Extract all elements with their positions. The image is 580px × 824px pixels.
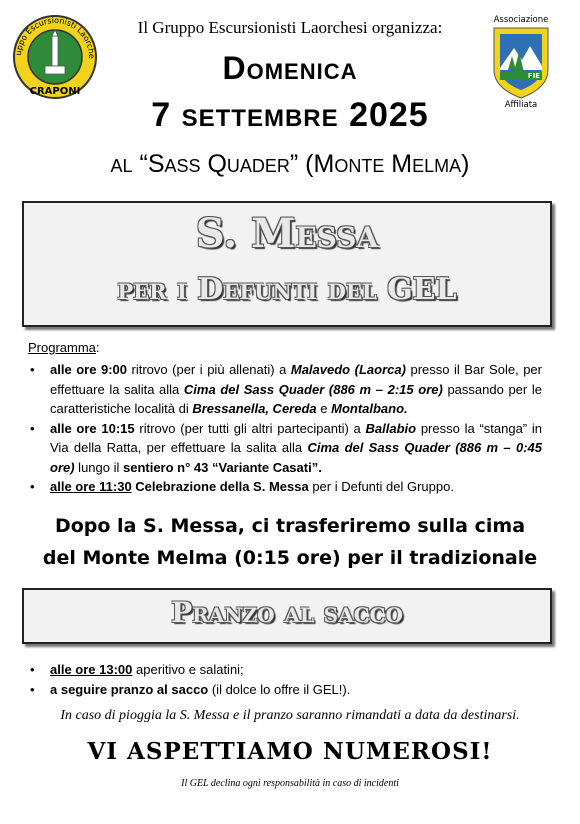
event-day: Domenica	[222, 50, 358, 86]
item-text: aperitivo e salatini;	[132, 662, 244, 677]
item-text: e	[316, 401, 332, 416]
svg-text:Gruppo Escursionisti Laorchesi	[12, 14, 96, 59]
item-summit: Cima del Sass Quader (886 m – 0:45 ore)	[50, 440, 542, 475]
mountain-shield-icon	[494, 28, 548, 98]
item-place: Malavedo (Laorca)	[290, 362, 406, 377]
transfer-note-line: Dopo la S. Messa, ci trasferiremo sulla cima	[54, 515, 526, 537]
programma-label: Programma	[28, 340, 96, 355]
list-item	[28, 360, 542, 419]
item-event: a seguire pranzo al sacco	[50, 681, 209, 697]
list-item	[28, 477, 542, 497]
fie-logo-top-text: Associazione	[493, 15, 549, 25]
item-time: alle ore 11:30	[50, 479, 132, 494]
programma-list	[28, 360, 542, 497]
event-place: al “Sass Quader” (Monte Melma)	[110, 150, 470, 178]
item-trail: sentiero n° 43 “Variante Casati”.	[122, 459, 322, 475]
fie-badge-text: FIE	[527, 72, 541, 80]
rain-note: In caso di pioggia la S. Messa e il pranzo saranno rimandati a data da destinarsi.	[60, 708, 520, 723]
item-event: Celebrazione della S. Messa	[131, 479, 309, 494]
item-text: ritrovo (per tutti gli altri partecipanti) a	[134, 420, 366, 436]
item-time: alle ore 13:00	[50, 662, 133, 677]
item-place: Ballabio	[365, 420, 417, 436]
pranzo-list	[28, 660, 542, 699]
item-text: presso la “stanga” in Via della Ratta, per effettuare la salita alla	[50, 420, 542, 455]
organizer-line: Il Gruppo Escursionisti Laorchesi organizza:	[137, 18, 443, 37]
gel-logo-text	[12, 14, 98, 100]
gel-logo-bottom-text: CRAPONI	[29, 86, 81, 97]
closing-line: VI ASPETTIAMO NUMEROSI!	[87, 738, 493, 765]
bullet-icon: •	[30, 362, 35, 377]
item-text: passando per le caratteristiche località di	[50, 381, 542, 416]
item-time: alle ore 9:00	[50, 362, 127, 377]
messa-title: S. Messa	[195, 210, 379, 257]
bullet-icon: •	[30, 420, 35, 436]
pranzo-title: Pranzo al sacco	[171, 596, 403, 629]
fie-logo-bottom-text: Affiliata	[504, 100, 538, 108]
item-time: alle ore 10:15	[50, 420, 135, 436]
event-date: 7 settembre 2025	[151, 96, 429, 134]
bullet-icon: •	[30, 662, 35, 677]
transfer-note	[20, 510, 560, 574]
item-summit: Cima del Sass Quader (886 m – 2:15 ore)	[183, 381, 443, 397]
item-text: (il dolce lo offre il GEL!).	[208, 681, 351, 697]
programma-heading	[28, 340, 100, 355]
item-localities: Bressanella, Cereda	[192, 401, 317, 416]
fie-logo	[486, 12, 556, 108]
item-text: ritrovo (per i più allenati) a	[126, 362, 291, 377]
bullet-icon: •	[30, 681, 35, 697]
messa-subtitle: per i Defunti del GEL	[117, 272, 457, 307]
gel-logo-top-text: uppo Escursionisti Laorche	[13, 15, 97, 59]
list-item	[28, 419, 542, 478]
item-text: presso il Bar Sole, per effettuare la salita alla	[50, 362, 542, 397]
item-text: per i Defunti del Gruppo.	[308, 479, 454, 494]
item-localities: Montalbano.	[331, 401, 408, 416]
bullet-icon: •	[30, 479, 35, 494]
list-item	[28, 660, 542, 680]
item-text: lungo il	[74, 459, 123, 475]
programma-colon: :	[95, 340, 100, 355]
transfer-note-line: del Monte Melma (0:15 ore) per il tradizionale	[42, 547, 538, 569]
list-item	[28, 680, 542, 700]
disclaimer: Il GEL declina ogni responsabilità in caso di incidenti	[181, 778, 399, 789]
